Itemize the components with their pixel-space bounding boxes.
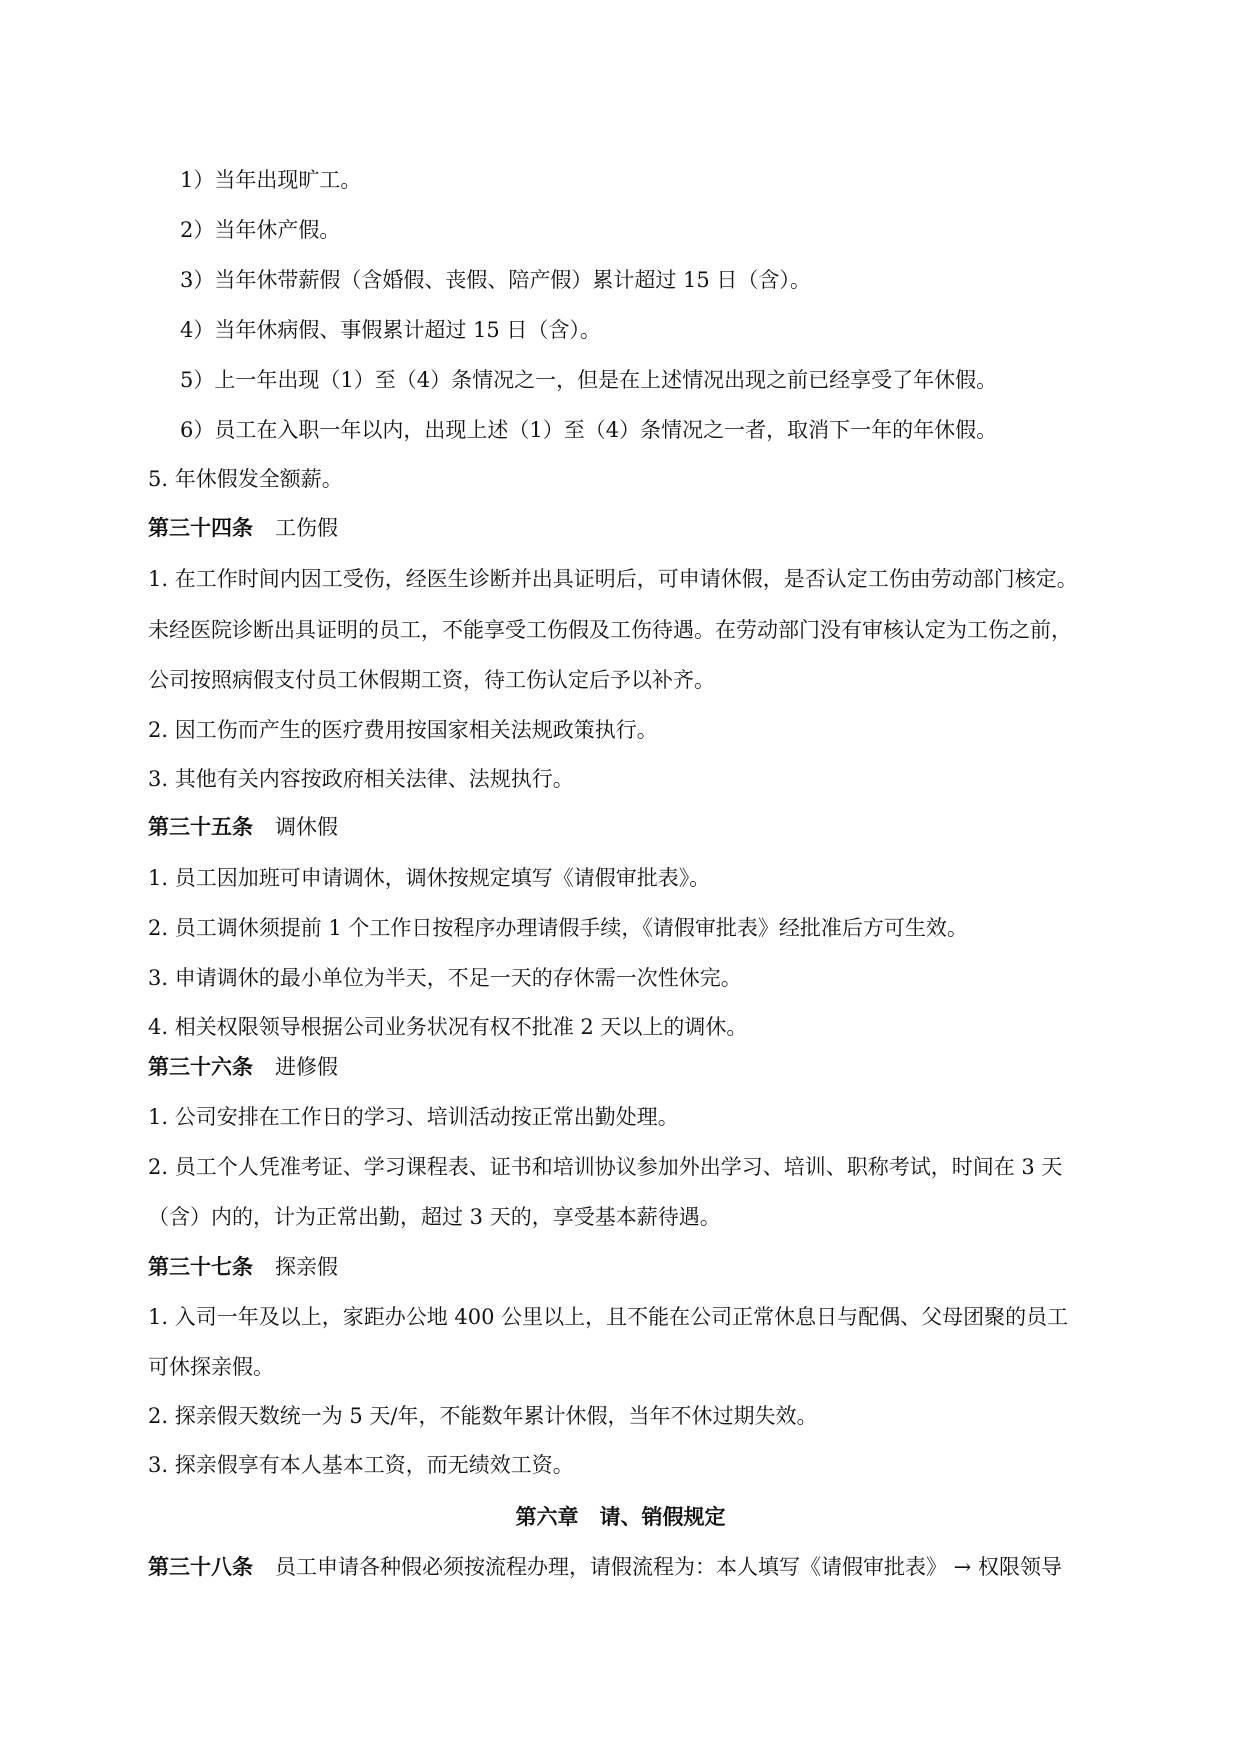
article-title: 工伤假 — [275, 516, 338, 540]
paragraph-line: 1. 员工因加班可申请调休，调休按规定填写《请假审批表》。 — [148, 866, 711, 890]
paragraph-line: 3. 申请调休的最小单位为半天，不足一天的存休需一次性休完。 — [148, 966, 742, 990]
sub-item-5: 5）上一年出现（1）至（4）条情况之一，但是在上述情况出现之前已经享受了年休假。 — [180, 368, 998, 392]
article-38-line — [148, 1553, 1062, 1581]
article-34-heading — [148, 514, 338, 542]
article-text: 员工申请各种假必须按流程办理，请假流程为：本人填写《请假审批表》 → 权限领导 — [275, 1555, 1062, 1579]
paragraph-line: 2. 员工个人凭准考证、学习课程表、证书和培训协议参加外出学习、培训、职称考试，时间在 3 天 — [148, 1155, 1063, 1179]
paragraph-line: 公司按照病假支付员工休假期工资，待工伤认定后予以补齐。 — [148, 668, 715, 692]
article-label: 第三十四条 — [148, 515, 253, 540]
article-title: 探亲假 — [275, 1255, 338, 1279]
chapter-title: 第六章 请、销假规定 — [515, 1504, 726, 1529]
article-35-heading — [148, 813, 338, 841]
paragraph-line: 2. 员工调休须提前 1 个工作日按程序办理请假手续，《请假审批表》经批准后方可生效。 — [148, 916, 968, 940]
sub-item-4: 4）当年休病假、事假累计超过 15 日（含）。 — [180, 318, 601, 342]
article-label: 第三十五条 — [148, 814, 253, 839]
paragraph-line: 4. 相关权限领导根据公司业务状况有权不批准 2 天以上的调休。 — [148, 1015, 748, 1039]
article-36-heading — [148, 1053, 338, 1081]
sub-item-1: 1）当年出现旷工。 — [180, 168, 362, 192]
article-label: 第三十七条 — [148, 1254, 253, 1279]
article-label: 第三十八条 — [148, 1554, 253, 1579]
paragraph-line: 未经医院诊断出具证明的员工，不能享受工伤假及工伤待遇。在劳动部门没有审核认定为工伤之前， — [148, 618, 1072, 642]
item-5: 5. 年休假发全额薪。 — [148, 467, 343, 491]
sub-item-3: 3）当年休带薪假（含婚假、丧假、陪产假）累计超过 15 日（含）。 — [180, 268, 811, 292]
paragraph-line: 3. 其他有关内容按政府相关法律、法规执行。 — [148, 767, 574, 791]
article-title: 进修假 — [275, 1055, 338, 1079]
paragraph-line: 2. 因工伤而产生的医疗费用按国家相关法规政策执行。 — [148, 718, 658, 742]
paragraph-line: 1. 入司一年及以上，家距办公地 400 公里以上，且不能在公司正常休息日与配偶、父母团聚的员工 — [148, 1305, 1069, 1329]
paragraph-line: 2. 探亲假天数统一为 5 天/年，不能数年累计休假，当年不休过期失效。 — [148, 1404, 818, 1428]
paragraph-line: （含）内的，计为正常出勤，超过 3 天的，享受基本薪待遇。 — [148, 1205, 721, 1229]
sub-item-2: 2）当年休产假。 — [180, 218, 341, 242]
paragraph-line: 3. 探亲假享有本人基本工资，而无绩效工资。 — [148, 1453, 574, 1477]
sub-item-6: 6）员工在入职一年以内，出现上述（1）至（4）条情况之一者，取消下一年的年休假。 — [180, 418, 998, 442]
article-37-heading — [148, 1253, 338, 1281]
paragraph-line: 可休探亲假。 — [148, 1355, 274, 1379]
article-label: 第三十六条 — [148, 1054, 253, 1079]
paragraph-line: 1. 在工作时间内因工受伤，经医生诊断并出具证明后，可申请休假，是否认定工伤由劳动部门核定。 — [148, 567, 1078, 591]
article-title: 调休假 — [275, 815, 338, 839]
paragraph-line: 1. 公司安排在工作日的学习、培训活动按正常出勤处理。 — [148, 1105, 679, 1129]
